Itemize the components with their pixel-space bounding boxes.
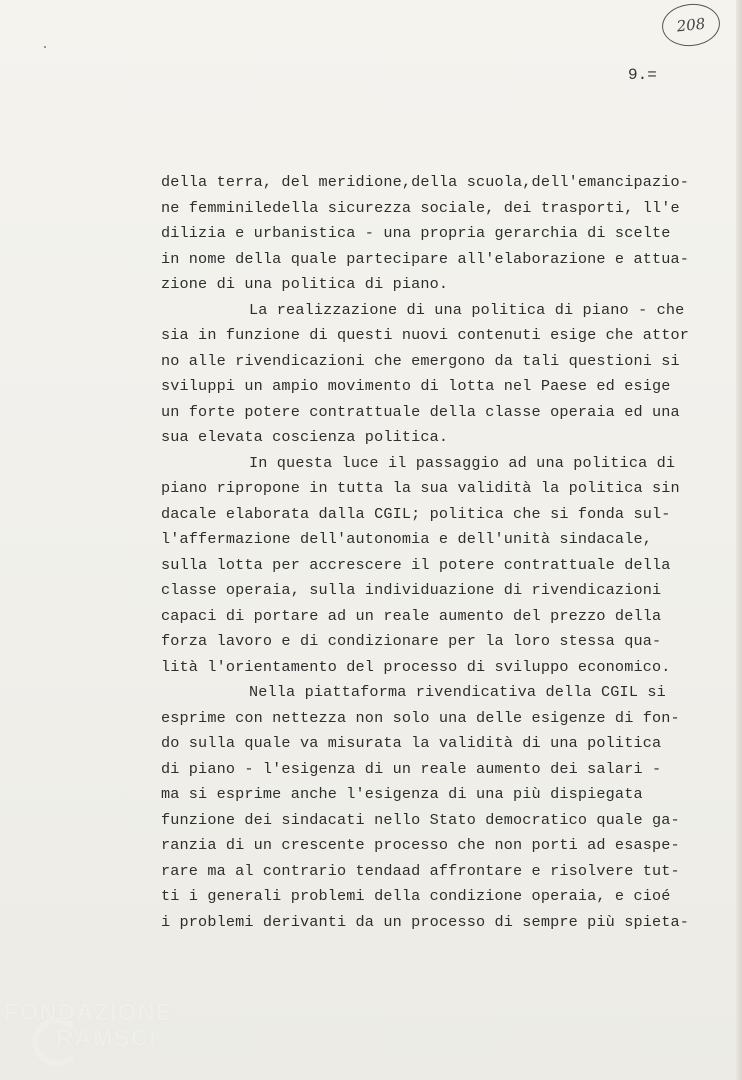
text-line: rare ma al contrario tendaad affrontare e risolvere tut- <box>161 861 680 880</box>
text-line: sviluppi un ampio movimento di lotta nel Paese ed esige <box>161 377 671 395</box>
page-number: 9.= <box>628 66 657 84</box>
text-line: piano ripropone in tutta la sua validità la politica sin <box>161 479 680 497</box>
text-line: sua elevata coscienza politica. <box>161 428 449 446</box>
text-line: esprime con nettezza non solo una delle esigenze di fon- <box>161 708 680 727</box>
text-line: sulla lotta per accrescere il potere contrattuale della <box>161 555 671 574</box>
archive-watermark <box>4 995 184 1075</box>
text-line: no alle rivendicazioni che emergono da tali questioni si <box>161 351 680 370</box>
text-line: capaci di portare ad un reale aumento del prezzo della <box>161 606 662 625</box>
text-line: della terra, del meridione,della scuola,dell'emancipazio- <box>161 173 690 191</box>
watermark-line-2: RAMSCI <box>56 1025 157 1052</box>
watermark-line-1: FONDAZIONE <box>4 999 173 1026</box>
typed-body-text <box>161 170 690 935</box>
paper-speck <box>44 46 46 48</box>
text-line: dacale elaborata dalla CGIL; politica che si fonda sul- <box>161 504 671 523</box>
paper-edge <box>736 0 742 1080</box>
text-line: di piano - l'esigenza di un reale aumento dei salari - <box>161 759 662 778</box>
text-line: do sulla quale va misurata la validità di una politica <box>161 734 662 752</box>
text-line: In questa luce il passaggio ad una politica di <box>249 453 676 472</box>
text-line: l'affermazione dell'autonomia e dell'unità sindacale, <box>161 530 652 548</box>
stamp-number: 208 <box>675 14 707 36</box>
text-line: un forte potere contrattuale della classe operaia ed una <box>161 402 680 421</box>
text-line: dilizia e urbanistica - una propria gerarchia di scelte <box>161 224 671 242</box>
text-line: ma si esprime anche l'esigenza di una più dispiegata <box>161 785 643 803</box>
archive-stamp <box>660 1 722 49</box>
text-line: i problemi derivanti da un processo di sempre più spieta- <box>161 912 690 931</box>
text-line: lità l'orientamento del processo di sviluppo economico. <box>161 657 671 676</box>
text-line: Nella piattaforma rivendicativa della CGIL si <box>249 683 666 701</box>
text-line: in nome della quale partecipare all'elaborazione e attua- <box>161 249 690 268</box>
text-line: funzione dei sindacati nello Stato democratico quale ga- <box>161 810 680 829</box>
text-line: La realizzazione di una politica di piano - che <box>249 300 685 319</box>
text-line: forza lavoro e di condizionare per la loro stessa qua- <box>161 632 662 650</box>
text-line: ranzia di un crescente processo che non porti ad esaspe- <box>161 836 680 854</box>
text-line: sia in funzione di questi nuovi contenuti esige che attor <box>161 326 690 344</box>
text-line: classe operaia, sulla individuazione di rivendicazioni <box>161 581 662 599</box>
text-line: ti i generali problemi della condizione operaia, e cioé <box>161 887 671 905</box>
text-line: ne femminiledella sicurezza sociale, dei trasporti, ll'e <box>161 198 680 217</box>
text-line: zione di una politica di piano. <box>161 275 449 293</box>
